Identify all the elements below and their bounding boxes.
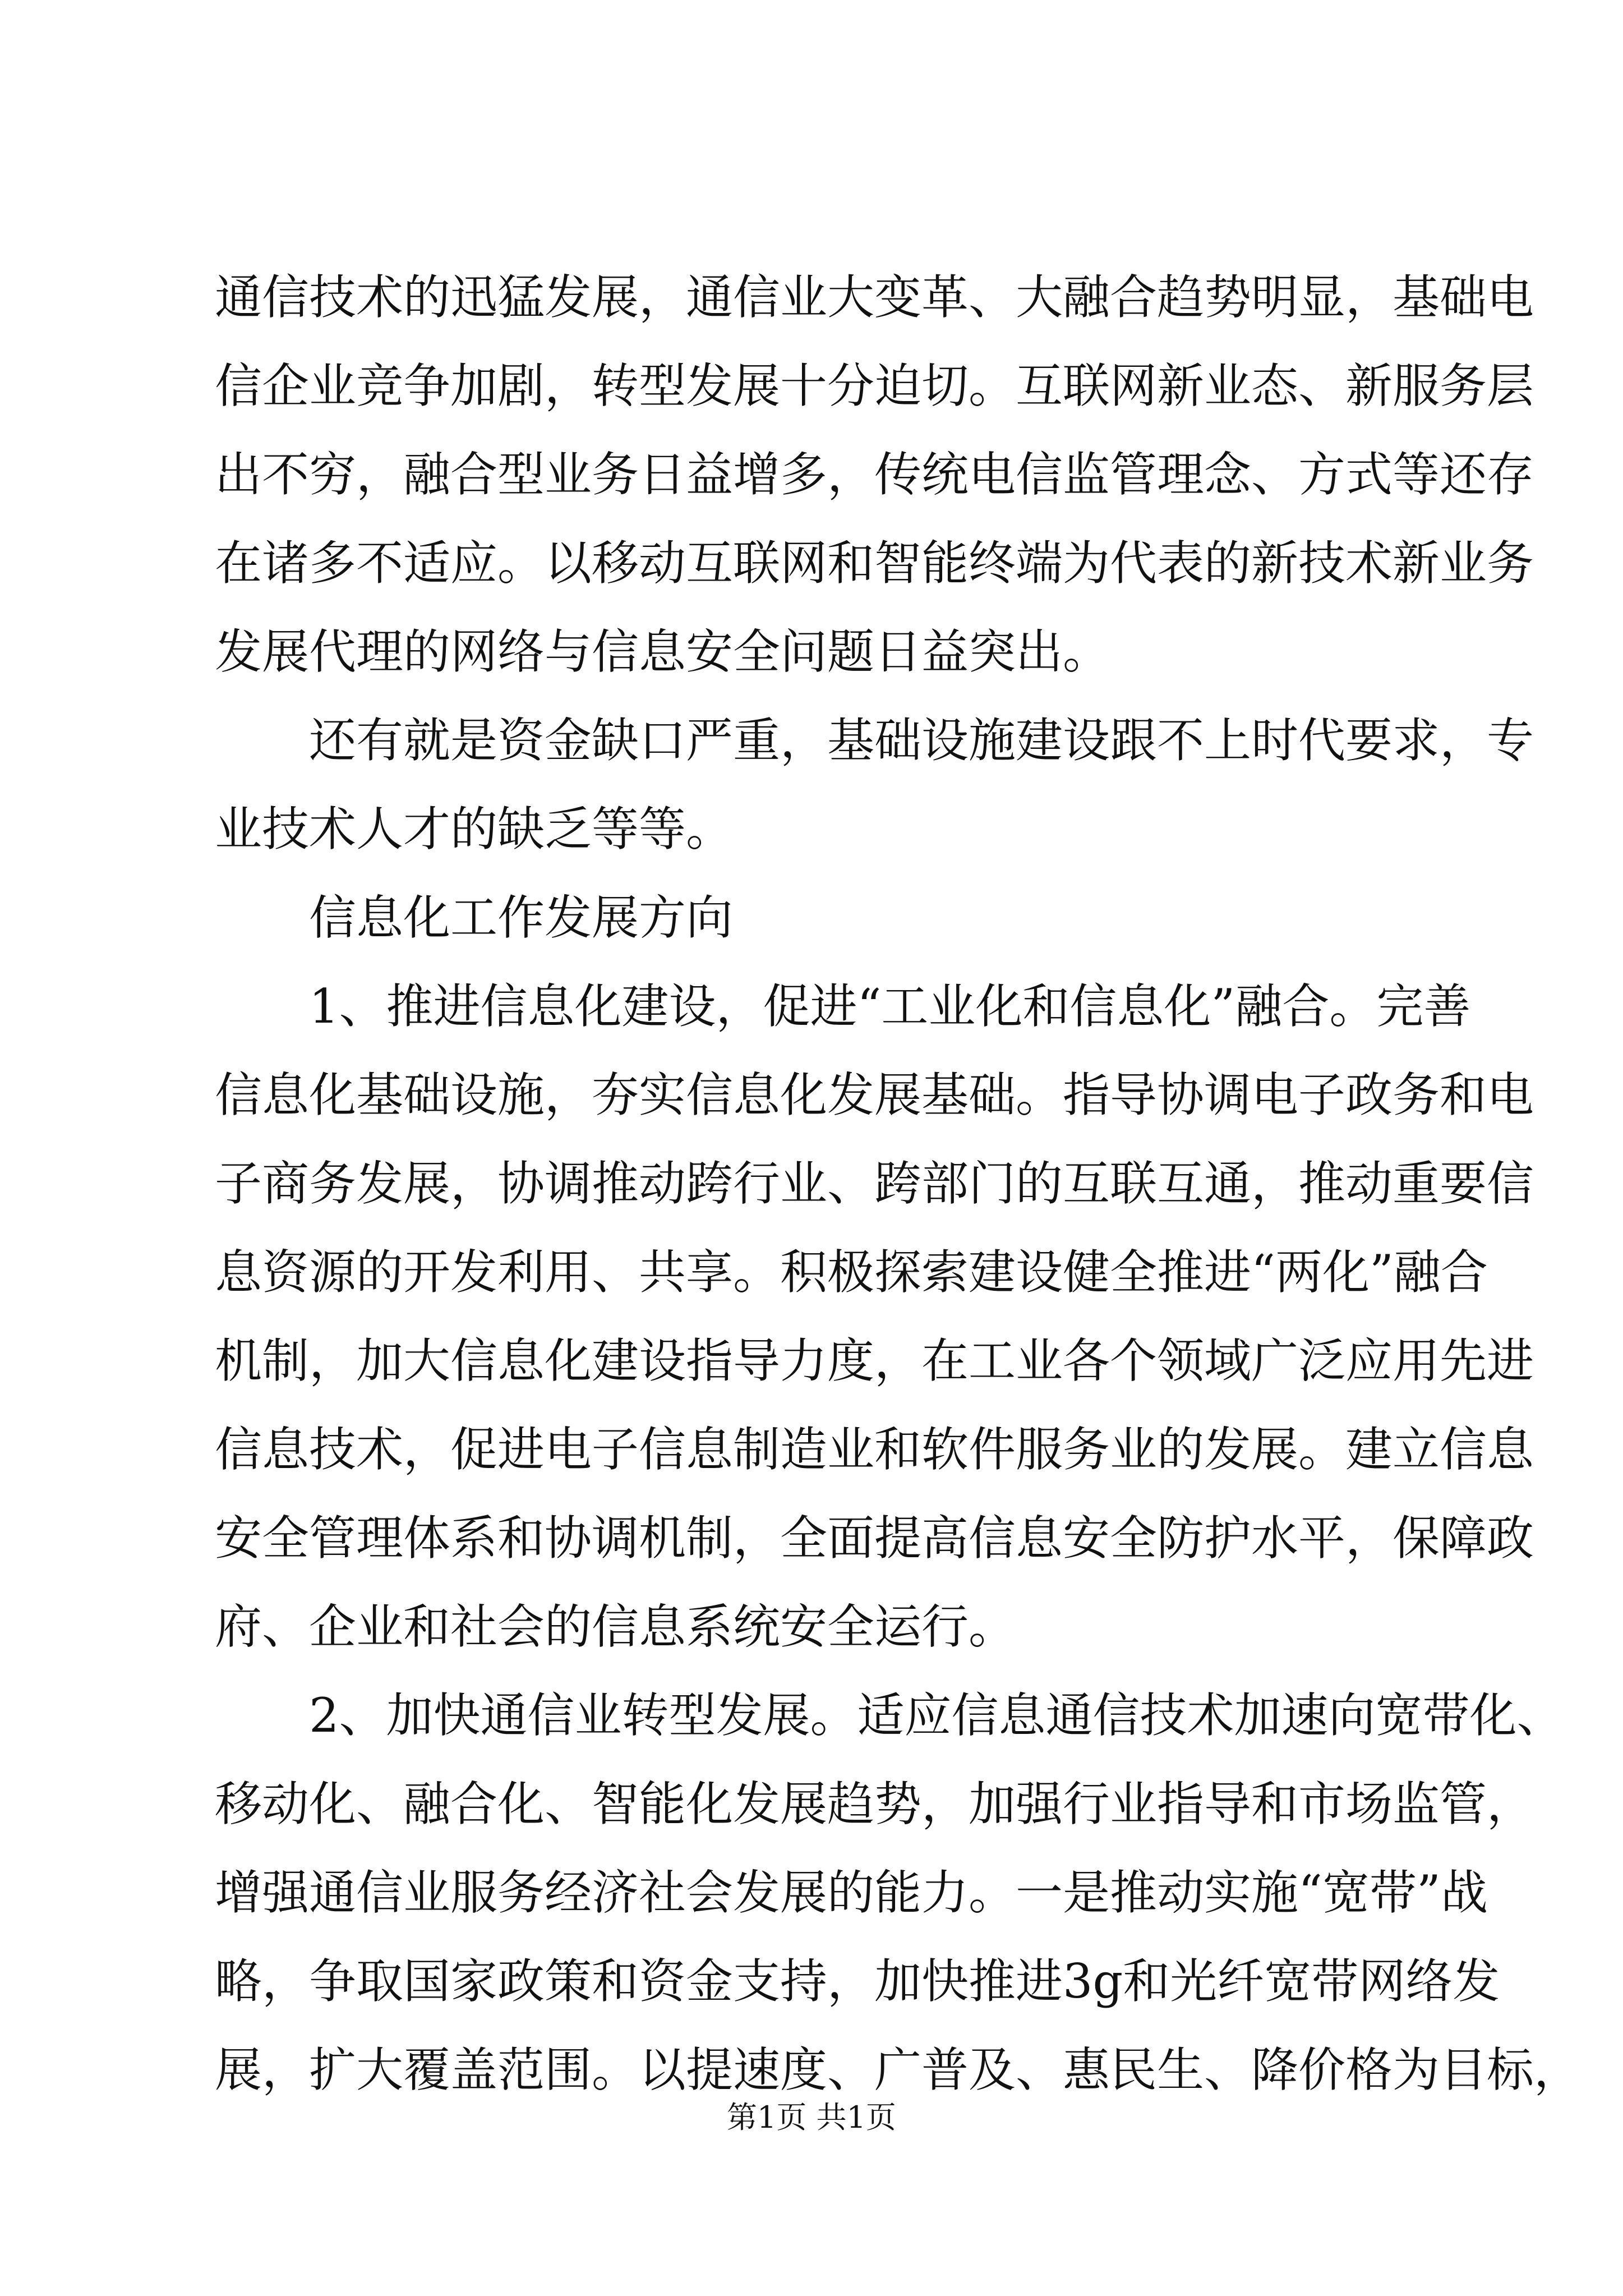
text-line: 通信技术的迅猛发展，通信业大变革、大融合趋势明显，基础电 — [215, 270, 1534, 325]
text-line: 1、推进信息化建设，促进“工业化和信息化”融合。完善 — [309, 979, 1471, 1034]
text-line: 在诸多不适应。以移动互联网和智能终端为代表的新技术新业务 — [215, 536, 1534, 591]
text-line: 安全管理体系和协调机制，全面提高信息安全防护水平，保障政 — [215, 1511, 1534, 1566]
text-line: 还有就是资金缺口严重，基础设施建设跟不上时代要求，专 — [309, 713, 1534, 768]
text-line: 机制，加大信息化建设指导力度，在工业各个领域广泛应用先进 — [215, 1333, 1534, 1388]
text-line: 信息技术，促进电子信息制造业和软件服务业的发展。建立信息 — [215, 1422, 1534, 1477]
section-heading: 信息化工作发展方向 — [309, 890, 734, 945]
text-line: 展，扩大覆盖范围。以提速度、广普及、惠民生、降价格为目标， — [215, 2042, 1581, 2097]
text-line: 信企业竞争加剧，转型发展十分迫切。互联网新业态、新服务层 — [215, 358, 1534, 413]
text-line: 发展代理的网络与信息安全问题日益突出。 — [215, 624, 1110, 679]
text-line: 子商务发展，协调推动跨行业、跨部门的互联互通，推动重要信 — [215, 1156, 1534, 1211]
text-line: 业技术人才的缺乏等等。 — [215, 802, 734, 857]
text-line: 息资源的开发利用、共享。积极探索建设健全推进“两化”融合 — [215, 1245, 1488, 1300]
text-line: 略，争取国家政策和资金支持，加快推进3g和光纤宽带网络发 — [215, 1954, 1500, 2009]
text-line: 增强通信业服务经济社会发展的能力。一是推动实施“宽带”战 — [215, 1865, 1488, 1920]
text-line: 2、加快通信业转型发展。适应信息通信技术加速向宽带化、 — [309, 1688, 1564, 1743]
text-line: 移动化、融合化、智能化发展趋势，加强行业指导和市场监管， — [215, 1777, 1534, 1832]
text-line: 府、企业和社会的信息系统安全运行。 — [215, 1599, 1016, 1654]
page-footer: 第1页 共1页 — [727, 2100, 896, 2135]
text-line: 出不穷，融合型业务日益增多，传统电信监管理念、方式等还存 — [215, 447, 1534, 502]
text-line: 信息化基础设施，夯实信息化发展基础。指导协调电子政务和电 — [215, 1068, 1534, 1122]
